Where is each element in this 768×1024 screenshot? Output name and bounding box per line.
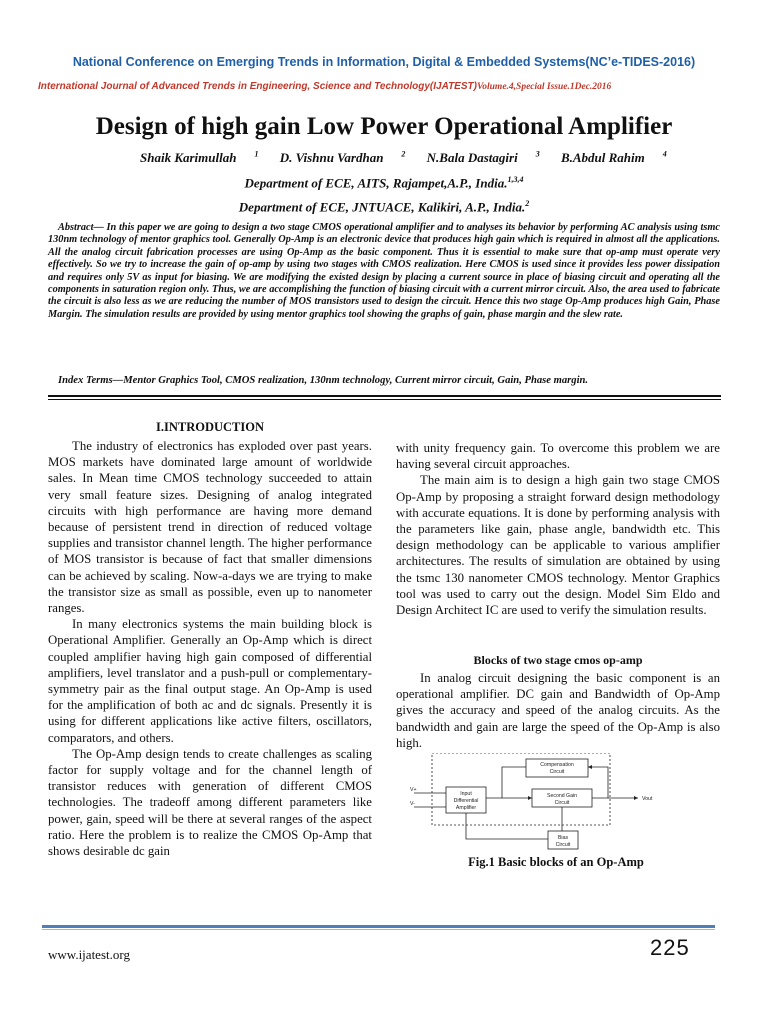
- journal-header: [38, 81, 611, 92]
- footer-url[interactable]: www.ijatest.org: [48, 947, 130, 962]
- paragraph: The industry of electronics has exploded over past years. MOS markets have dominated large amount of worldwide sales. In Mean time CMOS technology succeeded to attain very small feature sizes. Designing of analog integrated circuits with high performance are having more demand because of persistent trend in direction of reduced voltage supplies and transistor channel length. The higher performance of MOS transistor is because of fact that smaller dimensions can be achieved by scaling. Now-a-days we are trying to make the transistor size as small as possible, even up to nanometer ranges.: [48, 439, 372, 616]
- abstract: Abstract— In this paper we are going to design a two stage CMOS operational amplifier and to analyses its behavior by performing AC analysis using tsmc 130nm technology of mentor graphics tool. Generally Op-Amp is an electronic device that produces high gain which is required in almost all the applications. All the analog circuit fabrication processes are using Op-Amp as the basic component. Thus it is essential to make sure that op-amp must operate very effectively. So we try to increase the gain of op-amp by using two stages with CMOS realization. Here CMOS is used since it provides less power dissipation and requires only 5V as input for biasing. We are modifying the existed design by placing a current source in place of biasing circuit and operating all the components in saturation region only. Thus, we are accomplishing the function of biasing circuit with a current mirror circuit. Also, the area used to fabricate the circuit is also less as we are reducing the number of MOS transistors used to design the circuit. Hence this two stage Op-Amp produces high Gain, Phase Margin. The simulation results are provided by using mentor graphics tool showing the graphs of gain, phase margin and the slew rate.: [48, 222, 720, 320]
- conference-header: National Conference on Emerging Trends in Information, Digital & Embedded Systems(NC’e-TIDES-2016): [72, 55, 696, 69]
- affiliation: Department of ECE, JNTUACE, Kalikiri, A.P., India.$^2$: [238, 199, 530, 215]
- left-column: [48, 438, 372, 859]
- author: Shaik Karimullah $^1$: [140, 150, 259, 166]
- svg-text:Amplifier: Amplifier: [455, 805, 477, 811]
- author: B.Abdul Rahim $^4$: [560, 150, 667, 166]
- svg-text:Circuit: Circuit: [554, 800, 570, 806]
- svg-text:Input: Input: [460, 791, 472, 797]
- footer-rule: [42, 925, 715, 928]
- right-column: [396, 440, 720, 618]
- svg-text:Circuit: Circuit: [555, 842, 571, 848]
- svg-text:V+: V+: [410, 787, 417, 793]
- svg-text:Circuit: Circuit: [549, 769, 565, 775]
- svg-text:Compensation: Compensation: [540, 762, 574, 768]
- divider: [48, 395, 721, 397]
- paragraph: The Op-Amp design tends to create challenges as scaling factor for supply voltage and for the channel length of transistor reduces with generation of different CMOS technologies. The tradeoff among different parameters like power, gain, speed will be there at several ranges of the aspect ratio. Here the problem is to realize the CMOS Op-Amp that shows desirable dc gain: [48, 746, 372, 859]
- svg-text:Bias: Bias: [557, 835, 569, 841]
- author-list: [140, 150, 685, 166]
- index-terms: Index Terms—Mentor Graphics Tool, CMOS realization, 130nm technology, Current mirror circuit, Gain, Phase margin.: [58, 375, 589, 386]
- section-heading: I.INTRODUCTION: [155, 420, 264, 434]
- figure-caption: Fig.1 Basic blocks of an Op-Amp: [468, 855, 644, 869]
- author: N.Bala Dastagiri $^3$: [426, 150, 540, 166]
- journal-volume: Volume.4,Special Issue.1Dec.2016: [476, 82, 612, 92]
- svg-text:V-: V-: [410, 801, 415, 807]
- journal-name: International Journal of Advanced Trends in Engineering, Science and Technology(IJATEST): [38, 81, 477, 92]
- author: D. Vishnu Vardhan $^2$: [279, 150, 406, 166]
- paragraph: with unity frequency gain. To overcome this problem we are having several circuit approaches.: [396, 441, 720, 472]
- footer-rule: [42, 929, 715, 930]
- blocks-paragraph: [396, 670, 720, 751]
- paper-title: Design of high gain Low Power Operational Amplifier: [95, 113, 673, 140]
- subsection-heading: Blocks of two stage cmos op-amp: [473, 653, 643, 667]
- paragraph: In analog circuit designing the basic component is an operational amplifier. DC gain and Bandwidth of Op-Amp gives the accuracy and speed of the analog circuits. As the bandwidth and gain are large the speed of the Op-Amp is also high.: [396, 671, 720, 750]
- paragraph: In many electronics systems the main building block is Operational Amplifier. Generally an Op-Amp which is direct coupled amplifier having high gain composed of differential amplifiers, level translator and a push-pull or complementary-symmetry pair as the final output stage. An Op-Amp is used for the amplification of both ac and dc signals. Presently it is using for different applications like active filters, oscillators, comparators, and others.: [48, 617, 372, 745]
- block-diagram: [402, 753, 714, 853]
- divider: [48, 399, 721, 400]
- svg-text:Differential: Differential: [453, 798, 479, 804]
- paragraph: The main aim is to design a high gain two stage CMOS Op-Amp by proposing a straight forward design methodology with accurate equations. It is done by performing analysis with the parameters like gain, phase angle, bandwidth etc. This design methodology can be applicable to various amplifier architectures. The results of simulation are obtained by using the tsmc 130 nanometer CMOS technology. Mentor Graphics tool was used to carry out the design. Model Sim Eldo and Design Architect IC are used to verify the simulation results.: [396, 473, 720, 618]
- page-number: 225: [650, 935, 690, 960]
- svg-text:Vout: Vout: [642, 796, 653, 802]
- svg-text:Second Gain: Second Gain: [547, 793, 577, 799]
- affiliation: Department of ECE, AITS, Rajampet,A.P., India.$^{1,3,4}$: [244, 175, 524, 191]
